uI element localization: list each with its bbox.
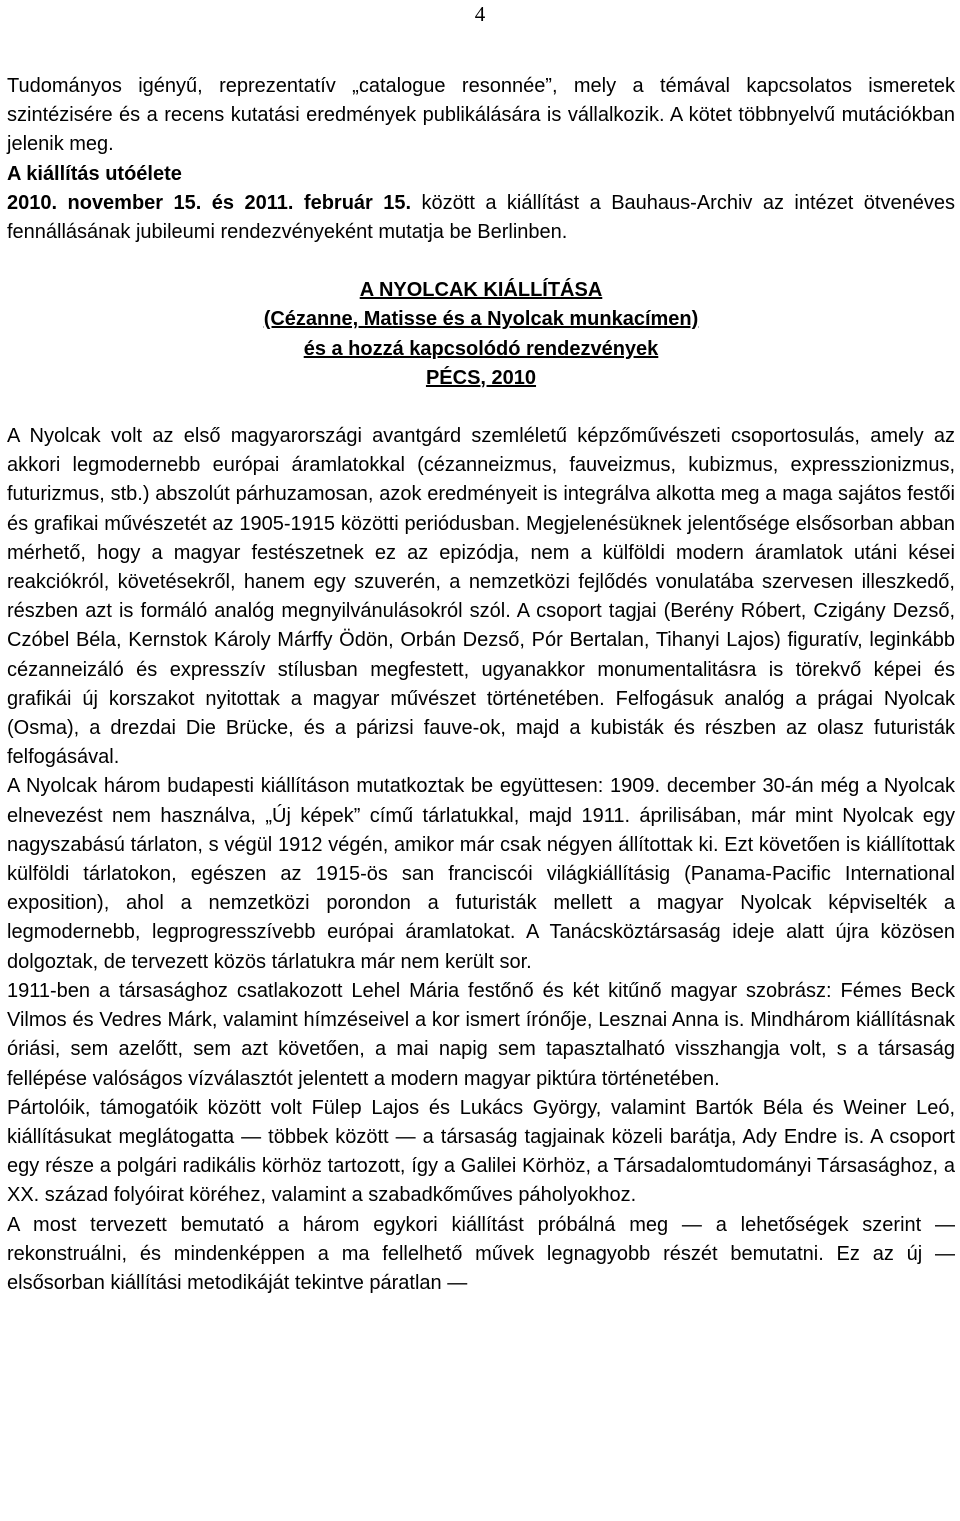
exhibition-title: A NYOLCAK KIÁLLÍTÁSA: [359, 279, 603, 302]
afterlife-text: között a kiállítást a Bauhaus-Archiv az intézet ötvenéves fennállásának jubileumi rendezvényeként mutatja be Berlinben.: [7, 191, 955, 244]
body-paragraph: Pártolóik, támogatóik között volt Fülep Lajos és Lukács György, valamint Bartók Béla és Weiner Leó, kiállításukat meglátogatta — többek között — a társaság tagjainak közeli barátja, Ady Endre is. A csoport egy része a polgári radikális körhöz tartozott, így a Galilei Körhöz, a Társadalomtudományi Társasághoz, a XX. század folyóirat köréhez, valamint a szabadkőműves páholyokhoz.: [7, 1096, 955, 1207]
exhibition-events: és a hozzá kapcsolódó rendezvények: [303, 337, 659, 360]
body-paragraph: 1911-ben a társasághoz csatlakozott Lehel Mária festőnő és két kitűnő magyar szobrász: Fémes Beck Vilmos és Vedres Márk, valamint hímzéseivel a kor ismert írónője, Lesznai Anna is. Mindhárom kiállításnak óriási, sem azelőtt, sem azt követően, a mai napig sem tapasztalható visszhangja volt, s a társaság fellépése valóságos vízválasztót jelentett a modern magyar piktúra történetében.: [7, 979, 955, 1090]
spacer: [7, 393, 955, 422]
exhibition-place-year: PÉCS, 2010: [425, 366, 537, 389]
page-number: 4: [474, 2, 486, 26]
intro-paragraph: Tudományos igényű, reprezentatív „catalogue resonnée”, mely a témával kapcsolatos ismeretek szintézisére és a recens kutatási eredmények publikálására is vállalkozik. A kötet többnyelvű mutációkban jelenik meg.: [7, 75, 955, 156]
body-paragraph: A Nyolcak három budapesti kiállításon mutatkoztak be együttesen: 1909. december 30-án még a Nyolcak elnevezést nem használva, „Új képek” című tárlatukkal, majd 1911. áprilisában, már mint Nyolcak egy nagyszabású tárlaton, s végül 1912 végén, amikor már csak négyen állítottak ki. Ezt követően is kiállítottak külföldi tárlatokon, egészen az 1915-ös san franciscói világkiállításig (Panama-Pacific International exposition), ahol a nemzetközi porondon a futuristák mellett a magyar Nyolcak képviselték a legmodernebb, legprogresszívebb európai áramlatokat. A Tanácsköztársaság ideje alatt újra közösen dolgoztak, de tervezett közös tárlatukra már nem került sor.: [7, 775, 955, 973]
document-body: [7, 72, 955, 1298]
afterlife-dates: 2010. november 15. és 2011. február 15.: [7, 191, 412, 214]
exhibition-working-title: (Cézanne, Matisse és a Nyolcak munkacímen): [263, 308, 699, 331]
body-paragraph: A Nyolcak volt az első magyarországi avantgárd szemléletű képzőművészeti csoportosulás, amely az akkori legmodernebb európai áramlatokkal (cézanneizmus, fauveizmus, kubizmus, expresszionizmus, futurizmus, stb.) abszolút párhuzamosan, azok eredményeit is integrálva alkotta meg a maga sajátos festői és grafikai művészetét az 1905-1915 közötti periódusban. Megjelenésüknek jelentősége elsősorban abban mérhető, hogy a magyar festészetnek ez az epizódja, nem a külföldi modern áramlatok utáni kései reakciókról, követésekről, hanem egy szuverén, a nemzetközi fejlődés vonulatába szervesen illeszkedő, részben azt is formáló analóg megnyilvánulásokról szól. A csoport tagjai (Berény Róbert, Czigány Dezső, Czóbel Béla, Kernstok Károly Márffy Ödön, Orbán Dezső, Pór Bertalan, Tihanyi Lajos) figuratív, leginkább cézanneizáló és expresszív stílusban megfestett, ugyanakkor monumentalitásra is törekvő képei és grafikái új korszakot nyitottak a magyar művészet történetében. Felfogásuk analóg a prágai Nyolcak (Osma), a drezdai Die Brücke, és a párizsi fauve-ok, majd a kubisták és részben az olasz futuristák felfogásával.: [7, 425, 955, 769]
afterlife-paragraph: [7, 189, 955, 247]
body-paragraph: A most tervezett bemutató a három egykori kiállítást próbálná meg — a lehetőségek szerint — rekonstruálni, és mindenképpen a ma fellelhető művek legnagyobb részét bemutatni. Ez az új — elsősorban kiállítási metodikáját tekintve páratlan —: [7, 1213, 955, 1294]
spacer: [7, 247, 955, 276]
afterlife-heading: A kiállítás utóélete: [7, 162, 182, 185]
